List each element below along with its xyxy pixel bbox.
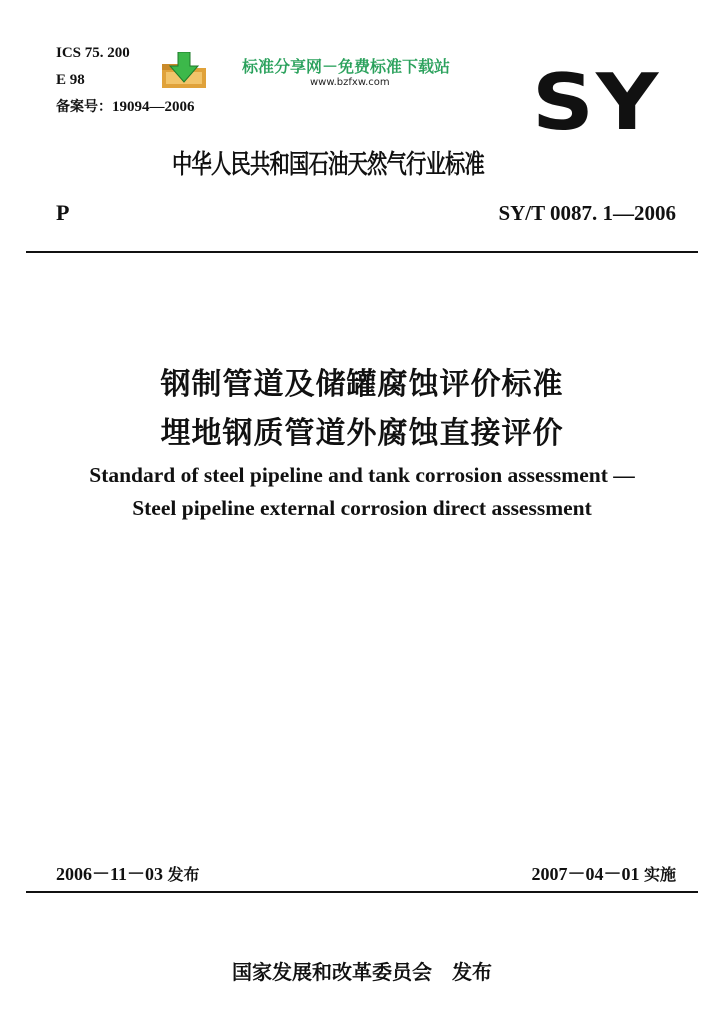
watermark-banner[interactable]: [152, 50, 484, 92]
record-label: 备案号：: [56, 99, 112, 115]
implement-label: 实施: [643, 865, 676, 884]
chinese-title-line-1: 钢制管道及储罐腐蚀评价标准: [160, 367, 564, 402]
publish-date: [56, 860, 200, 886]
publish-label: 发布: [167, 865, 200, 884]
english-title-line-2: Steel pipeline external corrosion direct assessment: [132, 496, 592, 520]
ics-code: ICS 75. 200: [56, 45, 130, 61]
implement-date: [531, 860, 676, 886]
download-folder-icon: [158, 52, 210, 92]
record-number-value: 19094—2006: [112, 99, 195, 115]
bottom-divider: [26, 891, 698, 893]
implement-date-value: 2007－04－01: [531, 864, 640, 884]
category-letter: P: [56, 200, 70, 225]
publish-date-value: 2006－11－03: [56, 864, 164, 884]
industry-standard-title: 中华人民共和国石油天然气行业标准: [172, 150, 485, 180]
english-title-line-1: Standard of steel pipeline and tank corrosion assessment —: [89, 463, 635, 487]
standard-code: SY/T 0087. 1—2006: [498, 201, 676, 225]
classification-code: E 98: [56, 72, 85, 88]
sy-logo: SY: [532, 57, 661, 148]
record-number: [56, 98, 195, 116]
top-divider: [26, 251, 698, 253]
watermark-site-title: 标准分享网－免费标准下载站: [242, 57, 451, 76]
chinese-title-line-2: 埋地钢质管道外腐蚀直接评价: [160, 416, 564, 451]
watermark-site-url: www.bzfxw.com: [310, 77, 390, 88]
issuer: 国家发展和改革委员会 发布: [232, 960, 492, 984]
